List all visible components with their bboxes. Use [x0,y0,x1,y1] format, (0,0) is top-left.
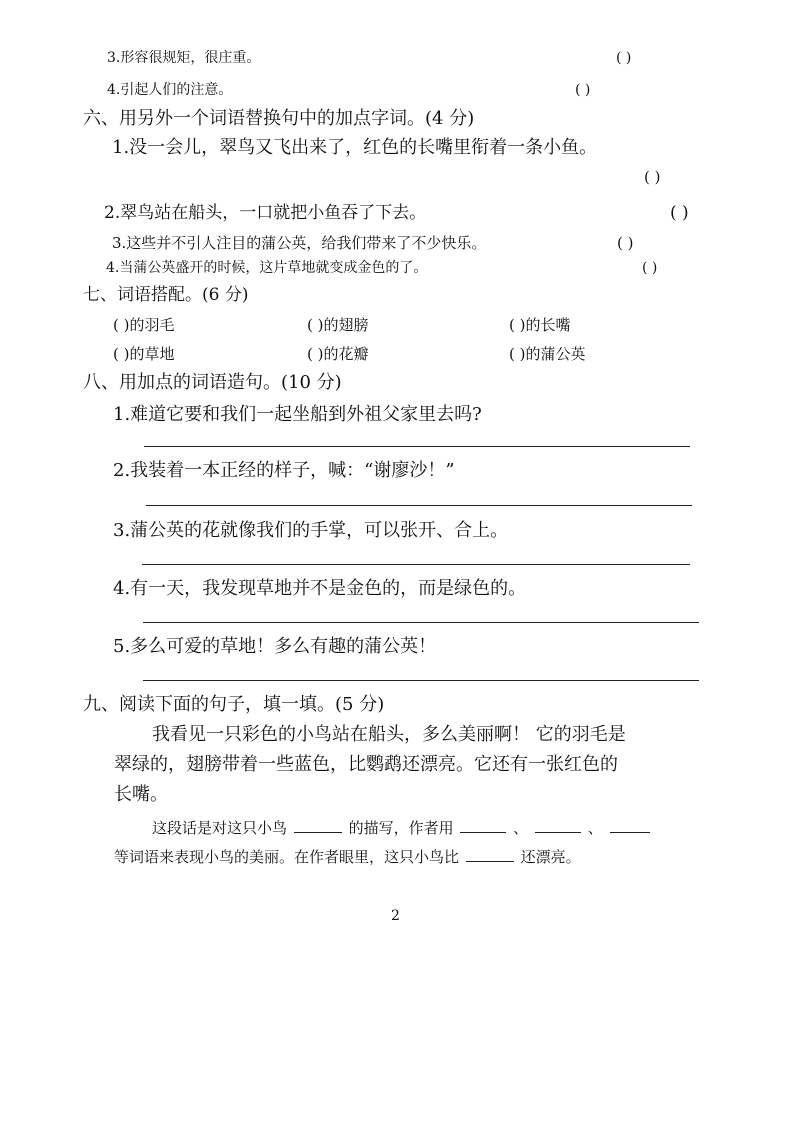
q9-fill-prompt-d: 还漂亮。 [520,848,581,866]
q6-heading: 六、用另外一个词语替换句中的加点字词。(4 分) [83,108,475,129]
q8-item-2: 2.我装着一本正经的样子，喊：“谢廖沙！” [113,460,455,481]
q5-item-4: 4.引起人们的注意。 [107,82,233,98]
q8-item-5: 5.多么可爱的草地！多么有趣的蒲公英！ [113,636,437,657]
q7-pair-dandelion[interactable]: ( )的蒲公英 [509,345,586,363]
q5-item-4-answer-paren[interactable]: ( ) [575,82,591,98]
q9-separator-1: 、 [513,819,529,837]
q6-item-2-answer-paren[interactable]: ( ) [670,203,689,223]
q9-separator-2: 、 [587,819,603,837]
q8-item-3-answer-line[interactable] [142,564,690,565]
q6-item-3: 3.这些并不引人注目的蒲公英，给我们带来了不少快乐。 [112,234,487,252]
q6-item-4: 4.当蒲公英盛开的时候，这片草地就变成金色的了。 [106,260,428,276]
q8-item-4-answer-line[interactable] [143,622,699,623]
q9-blank-comparison[interactable] [466,847,514,862]
q8-item-1-answer-line[interactable] [144,446,690,447]
q9-fill-prompt-a: 这段话是对这只小鸟 [152,819,288,837]
q8-item-2-answer-line[interactable] [146,505,692,506]
q7-pair-wings[interactable]: ( )的翅膀 [307,316,369,334]
q8-item-4: 4.有一天，我发现草地并不是金色的，而是绿色的。 [113,578,527,599]
q9-fill-line-2 [114,847,581,865]
q8-heading: 八、用加点的词语造句。(10 分) [83,372,342,393]
q9-blank-word-2[interactable] [535,818,581,833]
q6-item-3-answer-paren[interactable]: ( ) [617,234,634,252]
q9-blank-word-1[interactable] [460,818,506,833]
q7-heading: 七、词语搭配。(6 分) [83,285,249,305]
q9-fill-prompt-c: 等词语来表现小鸟的美丽。在作者眼里，这只小鸟比 [114,848,460,866]
q9-blank-description[interactable] [294,818,342,833]
q7-pair-meadow[interactable]: ( )的草地 [113,345,175,363]
q9-passage-line-1: 我看见一只彩色的小鸟站在船头，多么美丽啊！ 它的羽毛是 [152,724,626,745]
q9-blank-word-3[interactable] [610,818,650,833]
q6-item-2: 2.翠鸟站在船头，一口就把小鱼吞了下去。 [104,203,427,223]
q7-pair-petals[interactable]: ( )的花瓣 [307,345,369,363]
q6-item-1-answer-paren[interactable]: ( ) [644,168,661,186]
q5-item-3: 3.形容很规矩，很庄重。 [107,50,261,66]
q8-item-3: 3.蒲公英的花就像我们的手掌，可以张开、合上。 [113,520,509,541]
q6-item-1: 1.没一会儿，翠鸟又飞出来了，红色的长嘴里衔着一条小鱼。 [112,137,598,158]
q8-item-5-answer-line[interactable] [143,680,699,681]
q6-item-4-answer-paren[interactable]: ( ) [642,260,658,276]
q5-item-3-answer-paren[interactable]: ( ) [616,50,632,66]
q9-fill-line-1 [152,818,652,836]
q7-pair-beak[interactable]: ( )的长嘴 [509,316,571,334]
page-number: 2 [391,908,400,924]
q9-heading: 九、阅读下面的句子，填一填。(5 分) [83,694,385,715]
q9-passage-line-3: 长嘴。 [114,784,168,805]
q7-pair-feather[interactable]: ( )的羽毛 [113,316,175,334]
q8-item-1: 1.难道它要和我们一起坐船到外祖父家里去吗? [113,404,482,425]
q9-fill-prompt-b: 的描写，作者用 [348,819,454,837]
q9-passage-line-2: 翠绿的，翅膀带着一些蓝色，比鹦鹉还漂亮。它还有一张红色的 [114,754,618,775]
